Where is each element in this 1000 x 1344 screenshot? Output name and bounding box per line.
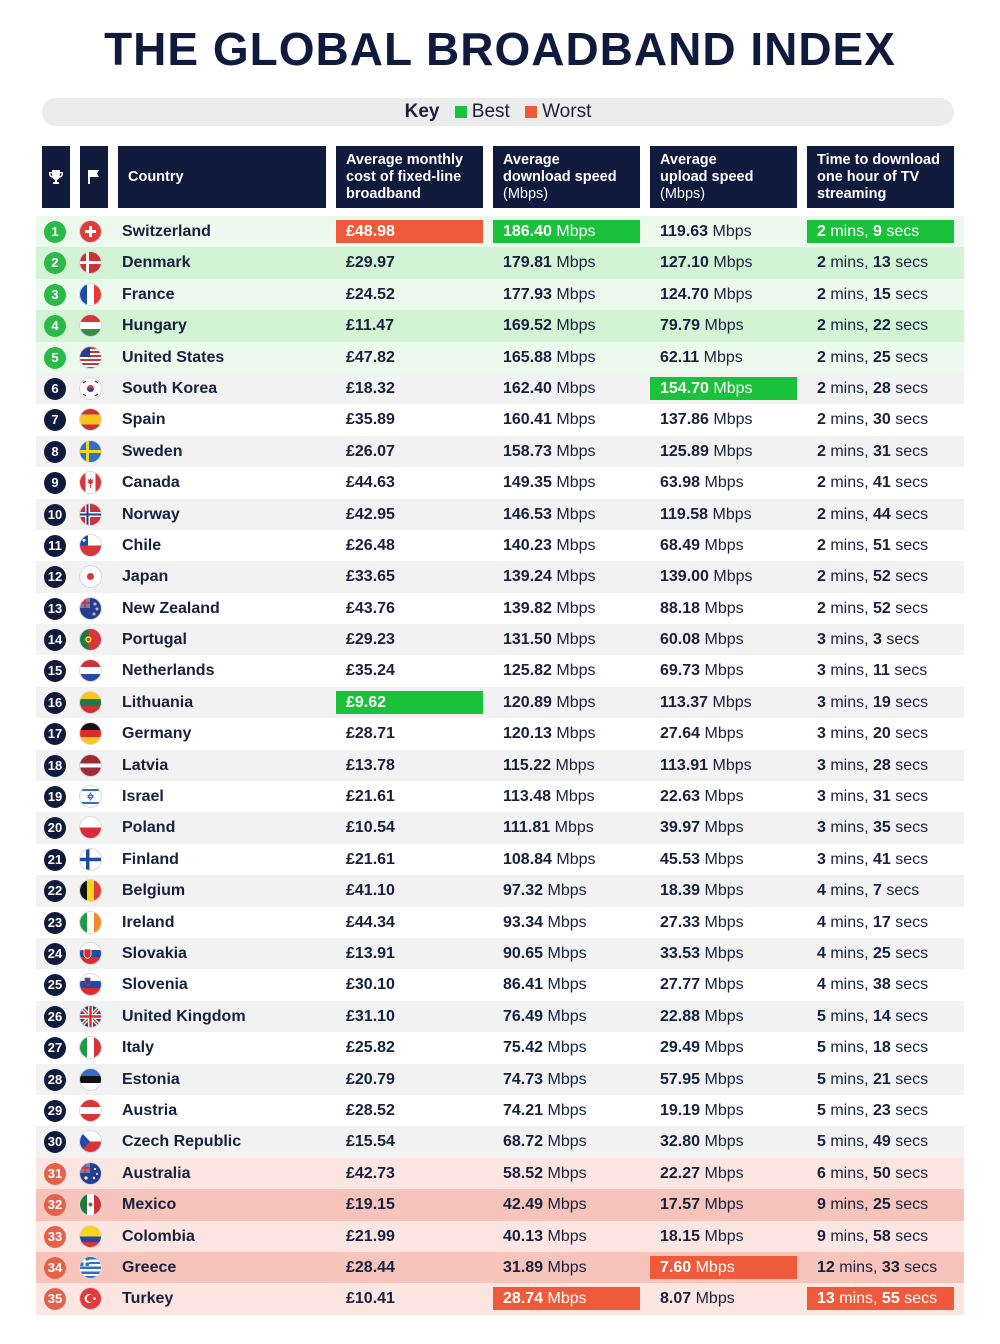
page-title: THE GLOBAL BROADBAND INDEX <box>104 23 896 75</box>
upload-value: 127.10 Mbps <box>660 254 753 272</box>
cost-value: £28.52 <box>346 1101 395 1119</box>
table-row <box>36 1221 964 1252</box>
finland-flag-icon <box>80 849 101 870</box>
table-row <box>36 969 964 1000</box>
upload-value: 119.63 Mbps <box>660 223 752 240</box>
rank-badge: 22 <box>44 880 66 902</box>
cost-value: £42.73 <box>346 1164 395 1182</box>
upload-value: 22.88 Mbps <box>660 1007 744 1025</box>
cost-value: £26.48 <box>346 536 395 554</box>
stream-time-value: 2 mins, 22 secs <box>817 317 929 335</box>
country-name: Colombia <box>122 1227 195 1245</box>
slovenia-flag-icon <box>80 974 101 995</box>
download-value: 165.88 Mbps <box>503 348 596 366</box>
country-name: Germany <box>122 725 192 743</box>
country-name: Mexico <box>122 1196 177 1214</box>
legend-key <box>42 98 954 126</box>
chile-flag-icon <box>80 535 101 556</box>
table-row <box>36 781 964 812</box>
stream-time-value: 5 mins, 21 secs <box>817 1070 929 1088</box>
rank-badge: 4 <box>44 315 66 337</box>
stream-time-value: 2 mins, 9 secs <box>807 220 954 243</box>
rank-badge: 6 <box>44 378 66 400</box>
download-value: 90.65 Mbps <box>503 944 587 962</box>
cost-header: Average monthly cost of fixed-line broadband <box>336 146 483 208</box>
download-value: 120.13 Mbps <box>503 725 596 743</box>
country-name: Greece <box>122 1258 177 1276</box>
table-row <box>36 342 964 373</box>
stream-time-value: 3 mins, 11 secs <box>817 662 928 680</box>
download-value: 162.40 Mbps <box>503 379 596 397</box>
cost-value: £44.34 <box>346 913 395 931</box>
upload-value: 137.86 Mbps <box>660 411 753 429</box>
stream-time-value: 2 mins, 51 secs <box>817 536 929 554</box>
key-best-label: Best <box>471 101 510 122</box>
upload-value: 113.37 Mbps <box>660 693 752 711</box>
table-row <box>36 561 964 592</box>
cost-value: £15.54 <box>346 1133 395 1151</box>
table-row <box>36 624 964 655</box>
new-zealand-flag-icon <box>80 598 101 619</box>
table-row <box>36 279 964 310</box>
download-value: 186.40 Mbps <box>493 220 640 243</box>
upload-value: 88.18 Mbps <box>660 599 744 617</box>
rank-badge: 28 <box>44 1069 66 1091</box>
stream-time-value: 4 mins, 17 secs <box>817 913 929 931</box>
cost-value: £29.97 <box>346 254 395 272</box>
germany-flag-icon <box>80 723 101 744</box>
stream-time-value: 3 mins, 35 secs <box>817 819 929 837</box>
upload-value: 125.89 Mbps <box>660 442 753 460</box>
upload-value: 139.00 Mbps <box>660 568 753 586</box>
upload-header: Average upload speed (Mbps) <box>650 146 797 208</box>
upload-value: 7.60 Mbps <box>650 1256 797 1279</box>
download-value: 40.13 Mbps <box>503 1227 587 1245</box>
rank-badge: 29 <box>44 1100 66 1122</box>
table-row <box>36 718 964 749</box>
rank-badge: 18 <box>44 755 66 777</box>
country-name: Finland <box>122 850 179 868</box>
upload-value: 18.39 Mbps <box>660 882 744 900</box>
stream-time-value: 5 mins, 49 secs <box>817 1133 929 1151</box>
country-name: Sweden <box>122 442 183 460</box>
rank-badge: 14 <box>44 629 66 651</box>
table-row <box>36 1283 964 1314</box>
table-row <box>36 1032 964 1063</box>
slovakia-flag-icon <box>80 943 101 964</box>
stream-time-value: 3 mins, 31 secs <box>817 788 929 806</box>
colombia-flag-icon <box>80 1226 101 1247</box>
cost-value: £43.76 <box>346 599 395 617</box>
download-value: 108.84 Mbps <box>503 850 596 868</box>
rank-badge: 16 <box>44 692 66 714</box>
country-name: Italy <box>122 1039 155 1057</box>
rank-badge: 20 <box>44 817 66 839</box>
table-row <box>36 907 964 938</box>
canada-flag-icon <box>80 472 101 493</box>
cost-value: £21.61 <box>346 850 395 868</box>
table-row <box>36 216 964 247</box>
uk-flag-icon <box>80 1006 101 1027</box>
table-row <box>36 812 964 843</box>
download-value: 28.74 Mbps <box>493 1287 640 1310</box>
cost-value: £29.23 <box>346 631 395 649</box>
download-value: 169.52 Mbps <box>503 317 596 335</box>
cost-value: £26.07 <box>346 442 395 460</box>
rank-badge: 25 <box>44 974 66 996</box>
download-value: 42.49 Mbps <box>503 1196 587 1214</box>
cost-value: £21.61 <box>346 788 395 806</box>
stream-time-value: 2 mins, 44 secs <box>817 505 929 523</box>
download-value: 93.34 Mbps <box>503 913 587 931</box>
upload-value: 19.19 Mbps <box>660 1101 744 1119</box>
upload-value: 27.77 Mbps <box>660 976 744 994</box>
rank-badge: 27 <box>44 1037 66 1059</box>
japan-flag-icon <box>80 566 101 587</box>
country-name: Israel <box>122 788 164 806</box>
upload-value: 79.79 Mbps <box>660 317 744 335</box>
rank-badge: 31 <box>44 1163 66 1185</box>
rank-badge: 32 <box>44 1194 66 1216</box>
cost-value: £44.63 <box>346 474 395 492</box>
table-row <box>36 687 964 718</box>
ireland-flag-icon <box>80 912 101 933</box>
table-row <box>36 467 964 498</box>
table-row <box>36 750 964 781</box>
country-name: Chile <box>122 536 162 554</box>
download-value: 131.50 Mbps <box>503 631 596 649</box>
download-value: 74.21 Mbps <box>503 1101 587 1119</box>
rank-badge: 19 <box>44 786 66 808</box>
download-value: 113.48 Mbps <box>503 788 595 806</box>
hungary-flag-icon <box>80 315 101 336</box>
lithuania-flag-icon <box>80 692 101 713</box>
cost-value: £28.44 <box>346 1258 395 1276</box>
stream-time-value: 3 mins, 3 secs <box>817 631 920 649</box>
trophy-icon <box>48 169 64 185</box>
upload-value: 63.98 Mbps <box>660 474 744 492</box>
upload-value: 154.70 Mbps <box>650 377 797 400</box>
estonia-flag-icon <box>80 1069 101 1090</box>
download-value: 74.73 Mbps <box>503 1070 587 1088</box>
table-row <box>36 1064 964 1095</box>
country-name: Denmark <box>122 254 191 272</box>
rank-badge: 26 <box>44 1006 66 1028</box>
rank-badge: 23 <box>44 912 66 934</box>
rank-badge: 12 <box>44 566 66 588</box>
table-row <box>36 593 964 624</box>
upload-value: 39.97 Mbps <box>660 819 744 837</box>
upload-value: 27.33 Mbps <box>660 913 744 931</box>
stream-time-value: 4 mins, 25 secs <box>817 944 929 962</box>
mexico-flag-icon <box>80 1194 101 1215</box>
country-name: United States <box>122 348 225 366</box>
upload-value: 32.80 Mbps <box>660 1133 744 1151</box>
stream-time-value: 9 mins, 58 secs <box>817 1227 929 1245</box>
flag-header <box>80 146 108 208</box>
download-value: 149.35 Mbps <box>503 474 596 492</box>
table-row <box>36 1001 964 1032</box>
cost-value: £25.82 <box>346 1039 395 1057</box>
cost-value: £42.95 <box>346 505 395 523</box>
rank-badge: 17 <box>44 723 66 745</box>
download-value: 177.93 Mbps <box>503 285 596 303</box>
stream-time-value: 2 mins, 25 secs <box>817 348 929 366</box>
upload-value: 119.58 Mbps <box>660 505 752 523</box>
belgium-flag-icon <box>80 880 101 901</box>
australia-flag-icon <box>80 1163 101 1184</box>
czech-republic-flag-icon <box>80 1131 101 1152</box>
rank-badge: 8 <box>44 441 66 463</box>
cost-value: £11.47 <box>346 317 395 335</box>
stream-time-value: 2 mins, 28 secs <box>817 379 929 397</box>
table-row <box>36 310 964 341</box>
stream-time-value: 13 mins, 55 secs <box>807 1287 954 1310</box>
stream-time-value: 3 mins, 28 secs <box>817 756 929 774</box>
rank-badge: 11 <box>44 535 66 557</box>
upload-value: 68.49 Mbps <box>660 536 744 554</box>
country-name: Canada <box>122 474 180 492</box>
upload-value: 62.11 Mbps <box>660 348 743 366</box>
download-value: 115.22 Mbps <box>503 756 595 774</box>
upload-value: 18.15 Mbps <box>660 1227 744 1245</box>
table-row <box>36 1189 964 1220</box>
cost-value: £21.99 <box>346 1227 395 1245</box>
upload-value: 29.49 Mbps <box>660 1039 744 1057</box>
upload-value: 17.57 Mbps <box>660 1196 744 1214</box>
download-value: 179.81 Mbps <box>503 254 596 272</box>
download-value: 146.53 Mbps <box>503 505 596 523</box>
country-name: Hungary <box>122 317 187 335</box>
download-value: 58.52 Mbps <box>503 1164 587 1182</box>
stream-time-value: 2 mins, 15 secs <box>817 285 929 303</box>
austria-flag-icon <box>80 1100 101 1121</box>
table-row <box>36 875 964 906</box>
broadband-table <box>36 216 964 1315</box>
sweden-flag-icon <box>80 441 101 462</box>
stream-time-value: 3 mins, 20 secs <box>817 725 929 743</box>
cost-value: £31.10 <box>346 1007 395 1025</box>
rank-badge: 5 <box>44 347 66 369</box>
cost-value: £13.91 <box>346 944 395 962</box>
country-name: Portugal <box>122 631 187 649</box>
rank-badge: 15 <box>44 660 66 682</box>
country-name: Spain <box>122 411 166 429</box>
country-name: New Zealand <box>122 599 220 617</box>
upload-value: 60.08 Mbps <box>660 631 744 649</box>
download-value: 120.89 Mbps <box>503 693 596 711</box>
stream-time-value: 2 mins, 31 secs <box>817 442 929 460</box>
download-value: 97.32 Mbps <box>503 882 587 900</box>
country-name: Slovenia <box>122 976 188 994</box>
rank-badge: 13 <box>44 598 66 620</box>
country-name: Ireland <box>122 913 175 931</box>
cost-value: £35.89 <box>346 411 395 429</box>
country-name: Netherlands <box>122 662 215 680</box>
time-header: Time to download one hour of TV streaming <box>807 146 954 208</box>
stream-time-value: 2 mins, 13 secs <box>817 254 929 272</box>
country-name: Norway <box>122 505 180 523</box>
upload-value: 8.07 Mbps <box>660 1290 735 1308</box>
cost-value: £13.78 <box>346 756 395 774</box>
stream-time-value: 6 mins, 50 secs <box>817 1164 929 1182</box>
cost-value: £18.32 <box>346 379 395 397</box>
table-row <box>36 1252 964 1283</box>
country-name: South Korea <box>122 379 218 397</box>
latvia-flag-icon <box>80 755 101 776</box>
table-row <box>36 436 964 467</box>
stream-time-value: 2 mins, 52 secs <box>817 568 929 586</box>
denmark-flag-icon <box>80 252 101 273</box>
country-name: Poland <box>122 819 176 837</box>
stream-time-value: 2 mins, 30 secs <box>817 411 929 429</box>
download-value: 68.72 Mbps <box>503 1133 587 1151</box>
upload-value: 124.70 Mbps <box>660 285 753 303</box>
country-name: Latvia <box>122 756 169 774</box>
upload-value: 69.73 Mbps <box>660 662 744 680</box>
cost-value: £10.54 <box>346 819 395 837</box>
table-row <box>36 1126 964 1157</box>
upload-value: 33.53 Mbps <box>660 944 744 962</box>
cost-value: £48.98 <box>336 220 483 243</box>
spain-flag-icon <box>80 409 101 430</box>
download-value: 31.89 Mbps <box>503 1258 587 1276</box>
upload-value: 57.95 Mbps <box>660 1070 744 1088</box>
cost-value: £24.52 <box>346 285 395 303</box>
key-worst-label: Worst <box>542 101 592 122</box>
download-value: 86.41 Mbps <box>503 976 587 994</box>
stream-time-value: 12 mins, 33 secs <box>817 1258 938 1276</box>
download-value: 75.42 Mbps <box>503 1039 587 1057</box>
worst-swatch-icon <box>525 106 537 118</box>
cost-value: £20.79 <box>346 1070 395 1088</box>
table-row <box>36 373 964 404</box>
stream-time-value: 2 mins, 41 secs <box>817 474 929 492</box>
rank-badge: 10 <box>44 504 66 526</box>
stream-time-value: 5 mins, 18 secs <box>817 1039 929 1057</box>
france-flag-icon <box>80 284 101 305</box>
table-row <box>36 938 964 969</box>
switzerland-flag-icon <box>80 221 101 242</box>
best-swatch-icon <box>455 106 467 118</box>
download-value: 158.73 Mbps <box>503 442 596 460</box>
stream-time-value: 2 mins, 52 secs <box>817 599 929 617</box>
stream-time-value: 3 mins, 41 secs <box>817 850 929 868</box>
rank-header <box>42 146 70 208</box>
rank-badge: 21 <box>44 849 66 871</box>
rank-badge: 1 <box>44 221 66 243</box>
cost-value: £41.10 <box>346 882 395 900</box>
portugal-flag-icon <box>80 629 101 650</box>
download-value: 76.49 Mbps <box>503 1007 587 1025</box>
usa-flag-icon <box>80 347 101 368</box>
norway-flag-icon <box>80 504 101 525</box>
stream-time-value: 5 mins, 23 secs <box>817 1101 929 1119</box>
stream-time-value: 3 mins, 19 secs <box>817 693 929 711</box>
stream-time-value: 4 mins, 38 secs <box>817 976 929 994</box>
stream-time-value: 9 mins, 25 secs <box>817 1196 929 1214</box>
table-row <box>36 1095 964 1126</box>
turkey-flag-icon <box>80 1288 101 1309</box>
cost-value: £47.82 <box>346 348 395 366</box>
country-name: Belgium <box>122 882 186 900</box>
rank-badge: 7 <box>44 409 66 431</box>
table-row <box>36 655 964 686</box>
table-row <box>36 1158 964 1189</box>
table-row <box>36 844 964 875</box>
country-header: Country <box>118 146 326 208</box>
cost-value: £9.62 <box>336 691 483 714</box>
greece-flag-icon <box>80 1257 101 1278</box>
download-value: 111.81 Mbps <box>503 819 594 837</box>
upload-value: 113.91 Mbps <box>660 756 752 774</box>
key-label: Key <box>404 101 440 122</box>
country-name: Turkey <box>122 1290 174 1308</box>
cost-value: £30.10 <box>346 976 395 994</box>
upload-value: 45.53 Mbps <box>660 850 744 868</box>
rank-badge: 34 <box>44 1257 66 1279</box>
download-value: 125.82 Mbps <box>503 662 596 680</box>
country-name: Lithuania <box>122 693 194 711</box>
cost-value: £10.41 <box>346 1290 395 1308</box>
stream-time-value: 5 mins, 14 secs <box>817 1007 929 1025</box>
country-name: France <box>122 285 175 303</box>
stream-time-value: 4 mins, 7 secs <box>817 882 920 900</box>
country-name: United Kingdom <box>122 1007 246 1025</box>
download-header: Average download speed (Mbps) <box>493 146 640 208</box>
country-name: Austria <box>122 1101 178 1119</box>
cost-value: £19.15 <box>346 1196 395 1214</box>
country-name: Australia <box>122 1164 191 1182</box>
rank-badge: 2 <box>44 252 66 274</box>
cost-value: £33.65 <box>346 568 395 586</box>
country-name: Czech Republic <box>122 1133 242 1151</box>
download-value: 160.41 Mbps <box>503 411 596 429</box>
rank-badge: 30 <box>44 1131 66 1153</box>
netherlands-flag-icon <box>80 660 101 681</box>
download-value: 139.24 Mbps <box>503 568 596 586</box>
country-name: Japan <box>122 568 169 586</box>
israel-flag-icon <box>80 786 101 807</box>
upload-value: 22.63 Mbps <box>660 788 744 806</box>
rank-badge: 35 <box>44 1288 66 1310</box>
rank-badge: 33 <box>44 1226 66 1248</box>
upload-value: 22.27 Mbps <box>660 1164 744 1182</box>
upload-value: 27.64 Mbps <box>660 725 744 743</box>
cost-value: £35.24 <box>346 662 395 680</box>
table-row <box>36 247 964 278</box>
rank-badge: 3 <box>44 284 66 306</box>
rank-badge: 9 <box>44 472 66 494</box>
south-korea-flag-icon <box>80 378 101 399</box>
country-name: Estonia <box>122 1070 180 1088</box>
country-name: Switzerland <box>122 223 211 240</box>
table-row <box>36 499 964 530</box>
flag-icon <box>87 169 101 185</box>
download-value: 139.82 Mbps <box>503 599 596 617</box>
download-value: 140.23 Mbps <box>503 536 596 554</box>
country-name: Slovakia <box>122 944 187 962</box>
rank-badge: 24 <box>44 943 66 965</box>
italy-flag-icon <box>80 1037 101 1058</box>
table-row <box>36 404 964 435</box>
table-row <box>36 530 964 561</box>
poland-flag-icon <box>80 817 101 838</box>
cost-value: £28.71 <box>346 725 395 743</box>
